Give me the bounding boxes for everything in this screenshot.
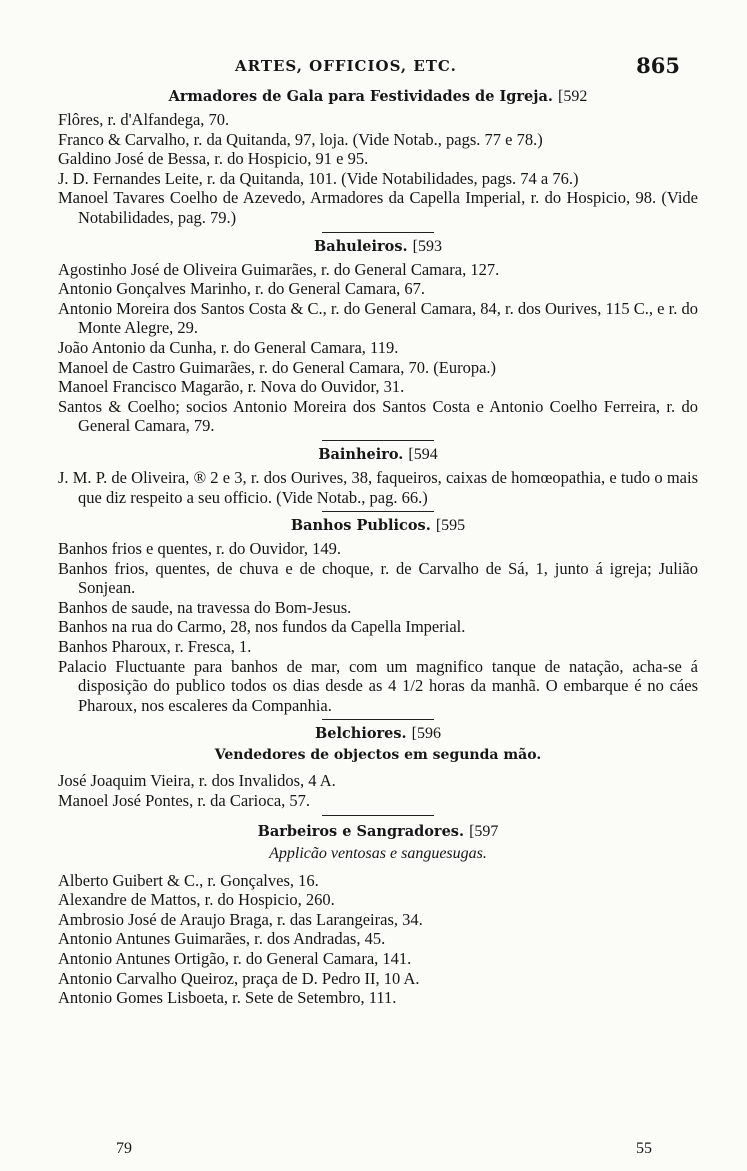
list-item: Palacio Fluctuante para banhos de mar, com um magnifico tanque de natação, acha-se á disposição do publico todos os dias desde as 4 1/2 horas da manhã. O embarque é no cáes Pharoux, nos escaleres da Companhia. <box>58 656 698 715</box>
list-item: Antonio Moreira dos Santos Costa & C., r. do General Camara, 84, r. dos Ourives, 115 C., e r. do Monte Alegre, 29. <box>58 298 698 338</box>
list-item: Ambrosio José de Araujo Braga, r. das Larangeiras, 34. <box>58 909 423 929</box>
list-item: Manoel Tavares Coelho de Azevedo, Armadores da Capella Imperial, r. do Hospicio, 98. (Vide Notabilidades, pag. 79.) <box>58 188 698 227</box>
section-heading: Bainheiro. [594 <box>318 445 438 463</box>
page-number: 865 <box>636 53 680 78</box>
section-heading: Barbeiros e Sangradores. [597 <box>257 822 499 840</box>
list-item: Antonio Antunes Guimarães, r. dos Andradas, 45. <box>58 929 386 949</box>
list-item: José Joaquim Vieira, r. dos Invalidos, 4 A. <box>58 771 336 791</box>
list-item: Banhos frios, quentes, de chuva e de choque, r. de Carvalho de Sá, 1, junto á igreja; Julião Sonjean. <box>58 558 698 598</box>
list-item: Banhos Pharoux, r. Fresca, 1. <box>58 637 252 657</box>
list-item: Antonio Carvalho Queiroz, praça de D. Pedro II, 10 A. <box>58 968 420 988</box>
section-heading: Banhos Publicos. [595 <box>290 517 466 535</box>
list-item: Banhos de saude, na travessa do Bom-Jesus. <box>58 597 352 617</box>
list-item: Antonio Antunes Ortigão, r. do General Camara, 141. <box>58 949 412 968</box>
list-item: Santos & Coelho; socios Antonio Moreira dos Santos Costa e Antonio Coelho Ferreira, r. do General Camara, 79. <box>58 396 698 436</box>
list-item: Alberto Guibert & C., r. Gonçalves, 16. <box>58 870 319 890</box>
running-title: ARTES, OFFICIOS, ETC. <box>235 57 457 75</box>
list-item: Manoel Francisco Magarão, r. Nova do Ouvidor, 31. <box>58 377 405 397</box>
section-subheading: Vendedores de objectos em segunda mão. <box>214 747 542 764</box>
list-item: Galdino José de Bessa, r. do Hospicio, 91 e 95. <box>58 149 369 169</box>
list-item: Antonio Gonçalves Marinho, r. do General Camara, 67. <box>58 279 426 299</box>
list-item: Manoel de Castro Guimarães, r. do General Camara, 70. (Europa.) <box>58 357 497 377</box>
list-item: Alexandre de Mattos, r. do Hospicio, 260. <box>58 890 335 910</box>
list-item: João Antonio da Cunha, r. do General Camara, 119. <box>58 337 399 357</box>
section-subheading: Applicão ventosas e sanguesugas. <box>269 844 487 862</box>
list-item: Banhos frios e quentes, r. do Ouvidor, 149. <box>58 539 342 559</box>
list-item: Antonio Gomes Lisboeta, r. Sete de Setembro, 111. <box>58 988 397 1008</box>
signature-mark-left: 79 <box>116 1140 132 1157</box>
list-item: J. M. P. de Oliveira, ® 2 e 3, r. dos Ourives, 38, faqueiros, caixas de homœopathia, e tudo o mais que diz respeito a seu officio. (Vide Notab., pag. 66.) <box>58 467 698 507</box>
signature-mark-right: 55 <box>636 1140 652 1157</box>
list-item: Flôres, r. d'Alfandega, 70. <box>58 110 230 129</box>
section-heading: Belchiores. [596 <box>314 725 441 743</box>
section-heading: Armadores de Gala para Festividades de Igreja. [592 <box>168 88 588 105</box>
list-item: Manoel José Pontes, r. da Carioca, 57. <box>58 791 311 811</box>
list-item: Franco & Carvalho, r. da Quitanda, 97, loja. (Vide Notab., pags. 77 e 78.) <box>58 129 543 149</box>
section-heading: Bahuleiros. [593 <box>314 237 442 255</box>
list-item: Banhos na rua do Carmo, 28, nos fundos da Capella Imperial. <box>58 617 466 637</box>
list-item: Agostinho José de Oliveira Guimarães, r. do General Camara, 127. <box>58 259 500 279</box>
list-item: J. D. Fernandes Leite, r. da Quitanda, 101. (Vide Notabilidades, pags. 74 a 76.) <box>58 168 579 188</box>
directory-content <box>58 87 698 1008</box>
